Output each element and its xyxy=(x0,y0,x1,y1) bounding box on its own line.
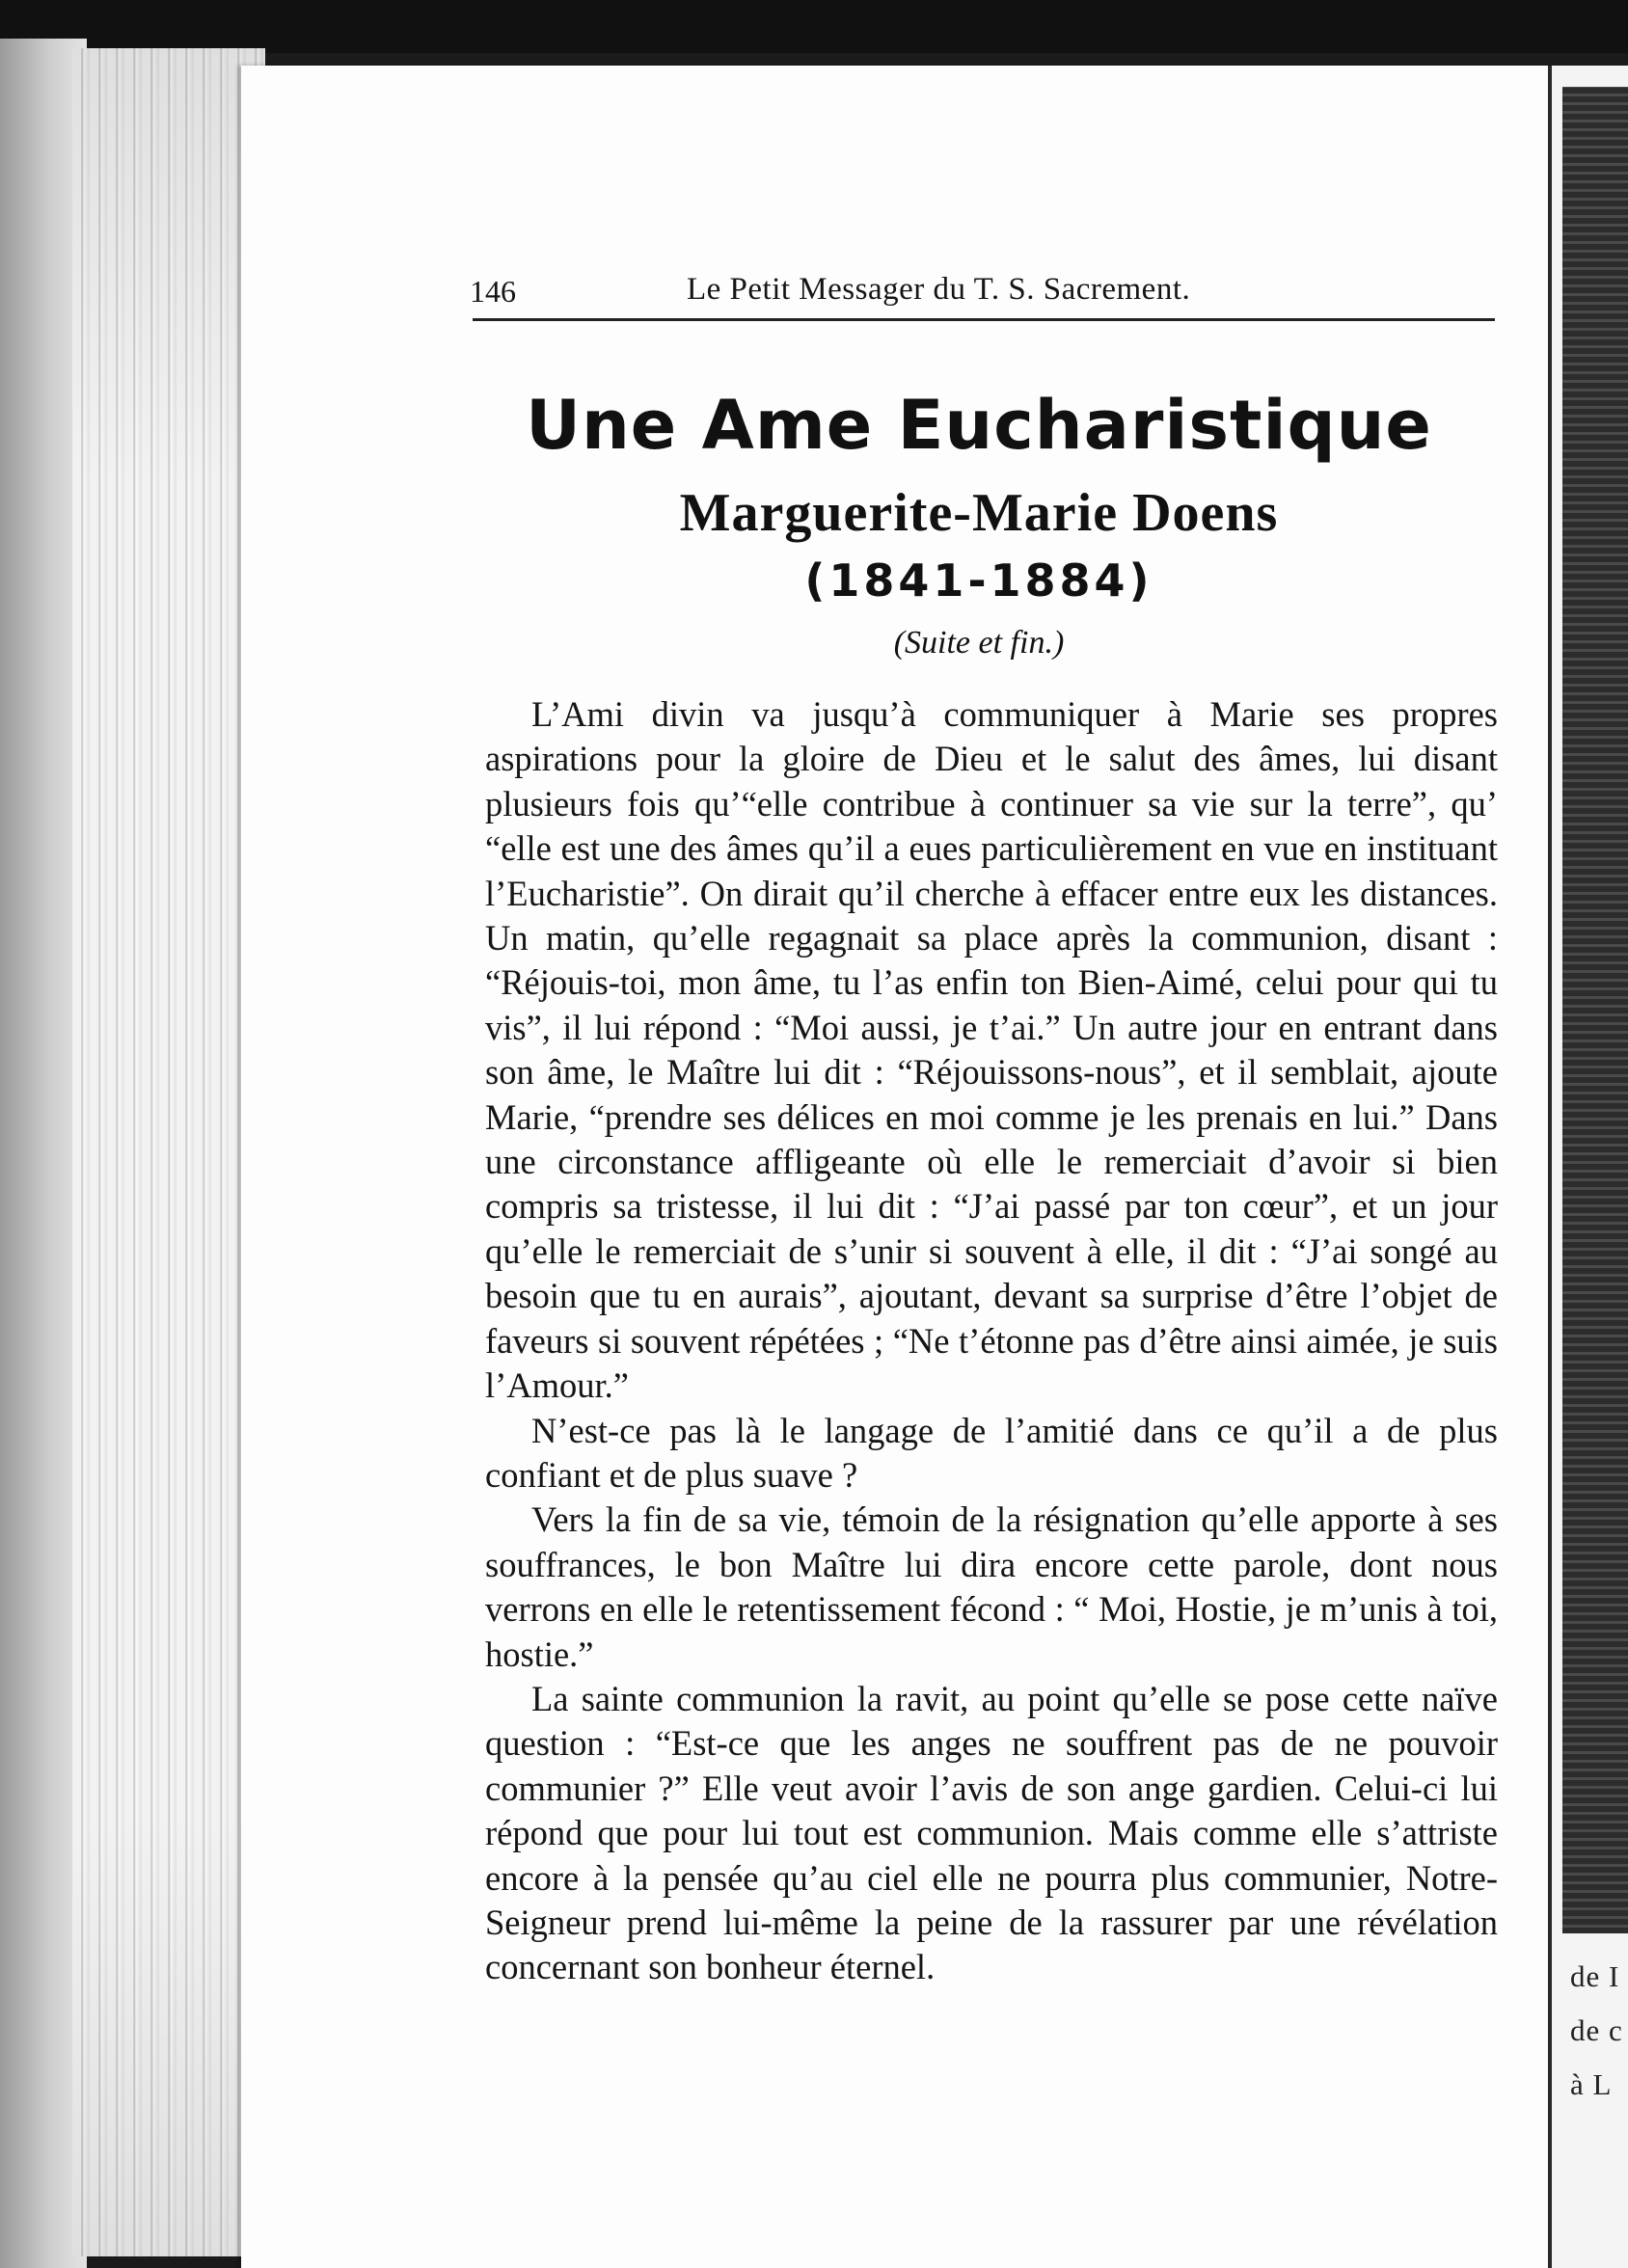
article-body xyxy=(485,692,1498,1990)
article-title: Une Ame Eucharistique xyxy=(526,386,1432,465)
page-stack-shadow xyxy=(72,48,265,2256)
running-title: Le Petit Messager du T. S. Sacrement. xyxy=(687,272,1191,307)
adjacent-page-photo xyxy=(1562,87,1628,1933)
scan-top-edge xyxy=(0,0,1628,53)
adjacent-page-line: de I xyxy=(1570,1959,1620,1993)
header-rule xyxy=(473,318,1495,321)
adjacent-page-line: de c xyxy=(1570,2013,1623,2047)
paragraph: N’est-ce pas là le langage de l’amitié dans ce qu’il a de plus confiant et de plus suave ? xyxy=(485,1410,1498,1495)
page-number: 146 xyxy=(470,274,516,309)
article-subtitle: Marguerite-Marie Doens xyxy=(679,483,1279,543)
paragraph: La sainte communion la ravit, au point qu’elle se pose cette naïve question : “Est-ce que les anges ne souffrent pas de ne pouvoir communier ?” Elle veut avoir l’avis de son ange gardien. Celui-ci lui répond que pour lui tout est communion. Mais comme elle s’attriste encore à la pensée qu’au ciel elle ne pourra plus communier, Notre-Seigneur prend lui-même la peine de la rassurer par une révélation concernant son bonheur éternel. xyxy=(485,1678,1498,1987)
continuation-note: (Suite et fin.) xyxy=(893,625,1065,661)
adjacent-page-line: à L xyxy=(1570,2067,1613,2101)
paragraph: L’Ami divin va jusqu’à communiquer à Marie ses propres aspirations pour la gloire de Dieu et le salut des âmes, lui disant plusieurs fois qu’“elle contribue à continuer sa vie sur la terre”, qu’ “elle est une des âmes qu’il a eues particulièrement en vue en instituant l’Eucharistie”. On dirait qu’il cherche à effacer entre eux les distances. Un matin, qu’elle regagnait sa place après la communion, disant : “Réjouis-toi, mon âme, tu l’as enfin ton Bien-Aimé, celui pour qui tu vis”, il lui répond : “Moi aussi, je t’ai.” Un autre jour en entrant dans son âme, le Maître lui dit : “Réjouissons-nous”, et il semblait, ajoute Marie, “prendre ses délices en moi comme je les prenais en lui.” Dans une circonstance affligeante où elle le remerciait d’avoir si bien compris sa tristesse, il lui dit : “J’ai passé par ton cœur”, et un jour qu’elle le remerciait de s’unir si souvent à elle, il dit : “J’ai songé au besoin que tu en aurais”, ajoutant, devant sa surprise d’être l’objet de faveurs si souvent répétées ; “Ne t’étonne pas d’être ainsi aimée, je suis l’Amour.” xyxy=(485,694,1498,1406)
article-dates: (1841-1884) xyxy=(804,554,1153,607)
paragraph: Vers la fin de sa vie, témoin de la résignation qu’elle apporte à ses souffrances, le bon Maître lui dira encore cette parole, dont nous verrons en elle le retentissement fécond : “ Moi, Hostie, je m’unis à toi, hostie.” xyxy=(485,1499,1498,1674)
